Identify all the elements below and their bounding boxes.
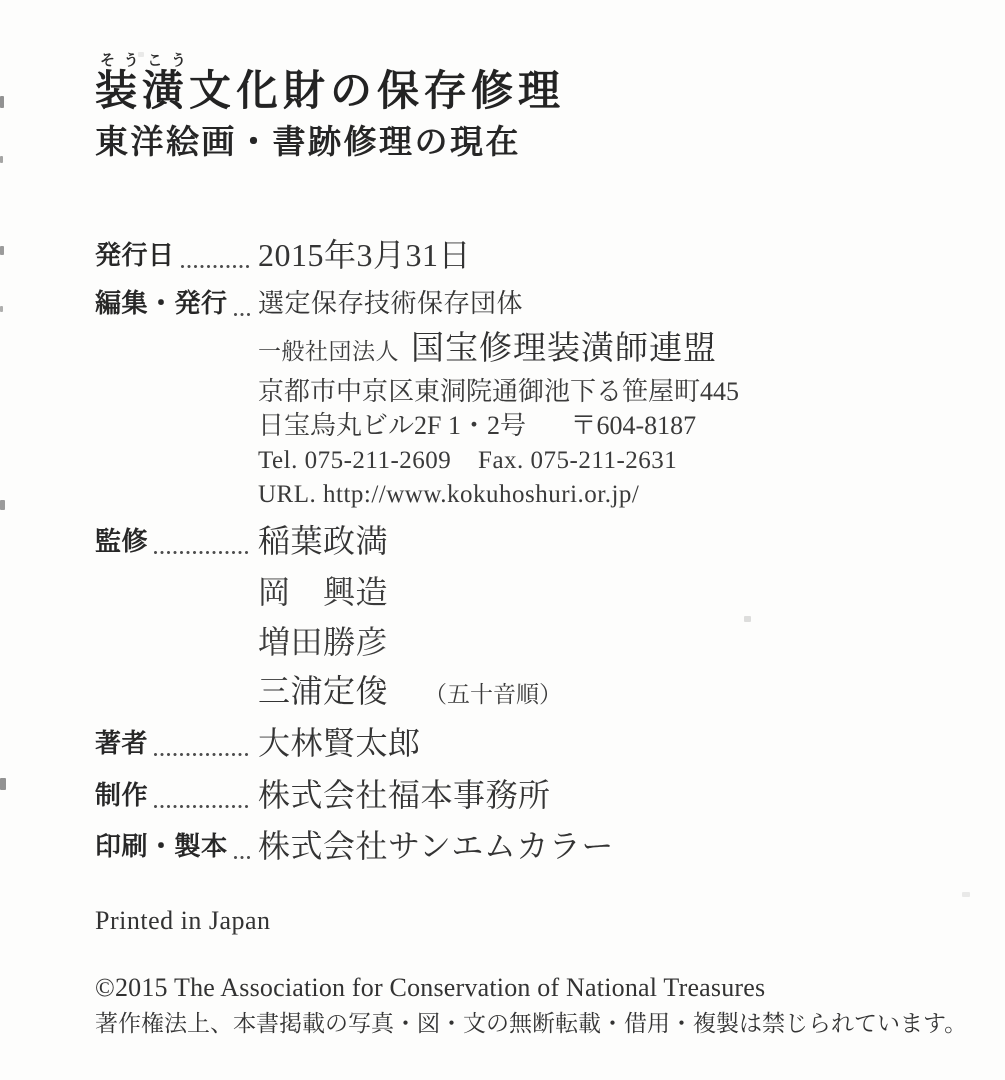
building-address: 日宝烏丸ビル2F 1・2号 — [258, 411, 526, 440]
furigana-char: う — [123, 53, 139, 69]
row-label — [95, 241, 258, 271]
publisher-org-line — [258, 331, 717, 369]
row-label — [95, 289, 258, 319]
dotted-leader — [154, 753, 250, 756]
printing-value: 株式会社サンエムカラー — [258, 828, 614, 864]
scan-speck — [0, 246, 4, 255]
dotted-leader — [181, 265, 250, 268]
supervisor-name: 増田勝彦 — [258, 624, 389, 660]
copyright-japanese: 著作権法上、本書掲載の写真・図・文の無断転載・借用・複製は禁じられています。 — [95, 1011, 968, 1036]
supervisor-name: 岡 興造 — [258, 574, 389, 610]
postal-code: 〒604-8187 — [570, 411, 697, 440]
phone-line — [258, 447, 677, 476]
row-publication-date — [95, 238, 655, 274]
scan-speck — [0, 500, 5, 510]
supervisor-name: 三浦定俊 — [258, 673, 389, 709]
address-line-1: 京都市中京区東洞院通御池下る笹屋町445 — [258, 377, 740, 406]
row-label — [95, 527, 258, 557]
scan-speck — [744, 616, 751, 622]
scan-speck — [138, 52, 144, 57]
reading-order-note: （五十音順） — [424, 682, 563, 707]
dotted-leader — [234, 856, 250, 859]
tel-number: Tel. 075-211-2609 — [258, 447, 452, 474]
publisher-org-prefix: 一般社団法人 — [258, 339, 399, 364]
dotted-leader — [154, 551, 250, 554]
furigana-char: う — [170, 53, 186, 69]
scan-speck — [0, 96, 4, 108]
supervisors-label: 監修 — [95, 525, 149, 556]
scan-speck — [0, 156, 3, 163]
row-supervisors — [95, 524, 655, 560]
url-line: URL. http://www.kokuhoshuri.or.jp/ — [258, 481, 640, 508]
furigana-char: そ — [100, 53, 116, 69]
publication-date-label: 発行日 — [95, 239, 175, 270]
row-label — [95, 781, 258, 811]
dotted-leader — [234, 313, 250, 316]
printing-label: 印刷・製本 — [95, 830, 228, 861]
page-subtitle: 東洋絵画・書跡修理の現在 — [95, 125, 521, 161]
fax-number: Fax. 075-211-2631 — [478, 447, 678, 474]
scan-speck — [962, 892, 970, 897]
publisher-designation: 選定保存技術保存団体 — [258, 289, 524, 319]
printed-in-japan: Printed in Japan — [95, 906, 271, 935]
row-label — [95, 729, 258, 759]
row-production — [95, 778, 655, 814]
dotted-leader — [154, 805, 250, 808]
furigana-char: こ — [147, 53, 163, 69]
publisher-org-name: 国宝修理装潢師連盟 — [411, 331, 717, 367]
page-title: 装潢文化財の保存修理 — [95, 69, 566, 115]
copyright-english: ©2015 The Association for Conservation of National Treasures — [95, 973, 766, 1002]
address-line-2 — [258, 411, 696, 441]
row-printing — [95, 829, 655, 865]
row-author — [95, 726, 655, 762]
production-value: 株式会社福本事務所 — [258, 777, 551, 813]
row-label — [95, 832, 258, 862]
editor-publisher-label: 編集・発行 — [95, 288, 228, 318]
scan-speck — [0, 778, 6, 790]
supervisor-name-row — [258, 674, 562, 710]
author-value: 大林賢太郎 — [258, 725, 421, 761]
production-label: 制作 — [95, 779, 149, 810]
scan-speck — [0, 306, 3, 312]
supervisor-name: 稲葉政満 — [258, 523, 389, 559]
author-label: 著者 — [95, 727, 149, 758]
row-editor-publisher — [95, 289, 655, 319]
publication-date-value: 2015年3月31日 — [258, 237, 472, 273]
